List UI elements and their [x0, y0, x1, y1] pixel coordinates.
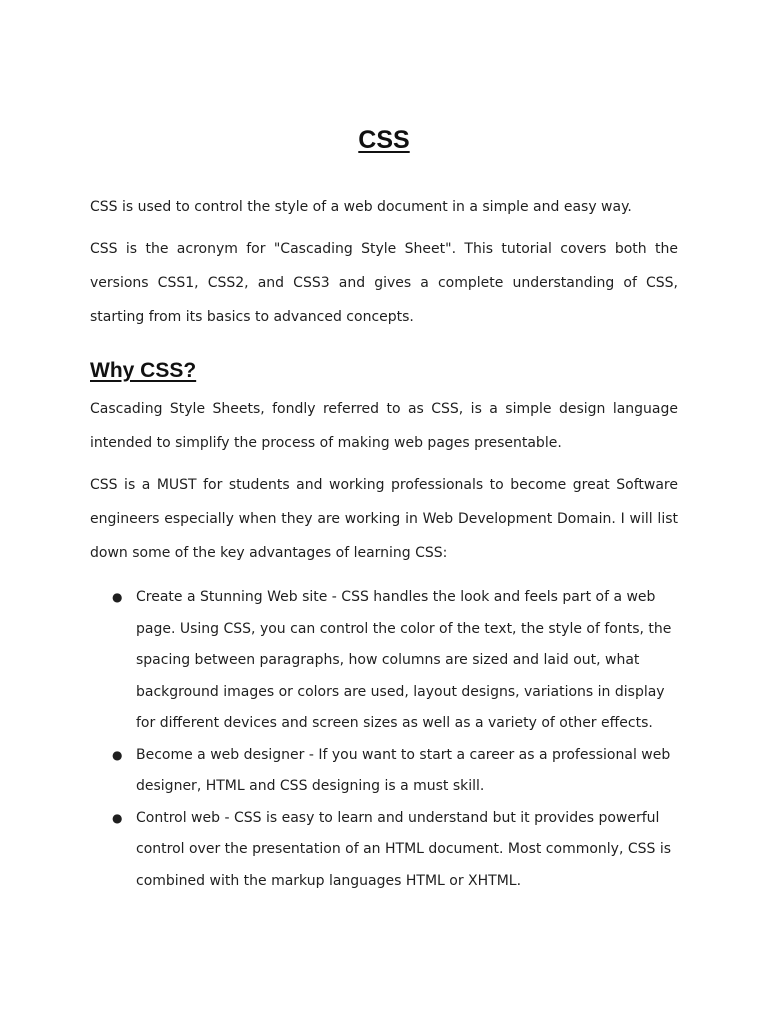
intro-paragraph-1: CSS is used to control the style of a web document in a simple and easy way. — [90, 199, 632, 215]
bullet-icon: ● — [112, 747, 123, 762]
section-heading-why-css: Why CSS? — [90, 359, 197, 382]
document-body — [90, 190, 678, 897]
page-title: CSS — [358, 126, 410, 154]
list-item-text: Control web - CSS is easy to learn and understand but it provides powerful control over the presentation of an HTML document. Most commonly, CSS is combined with the markup languages HTML or XHTML. — [136, 809, 672, 889]
list-item — [90, 740, 678, 803]
list-item-text: Become a web designer - If you want to start a career as a professional web designer, HTML and CSS designing is a must skill. — [136, 746, 671, 794]
intro-paragraph-2: CSS is the acronym for "Cascading Style Sheet". This tutorial covers both the versions CSS1, CSS2, and CSS3 and gives a complete understanding of CSS, starting from its basics to advanced concepts. — [90, 241, 678, 325]
bullet-icon: ● — [112, 590, 123, 604]
list-item — [90, 582, 678, 740]
list-item-text: Create a Stunning Web site - CSS handles the look and feels part of a web page. Using CSS, you can control the color of the text, the style of fonts, the spacing between paragraphs, how columns are sized and laid out, what background images or colors are used, layout designs, variations in display for different devices and screen sizes as well as a variety of other effects. — [136, 589, 672, 731]
list-item — [90, 803, 678, 898]
section-paragraph-2: CSS is a MUST for students and working professionals to become great Software engineers especially when they are working in Web Development Domain. I will list down some of the key advantages of learning CSS: — [90, 477, 678, 561]
bullet-icon: ● — [112, 810, 123, 825]
advantages-list — [90, 582, 678, 897]
section-paragraph-1: Cascading Style Sheets, fondly referred to as CSS, is a simple design language intended to simplify the process of making web pages presentable. — [90, 401, 678, 451]
